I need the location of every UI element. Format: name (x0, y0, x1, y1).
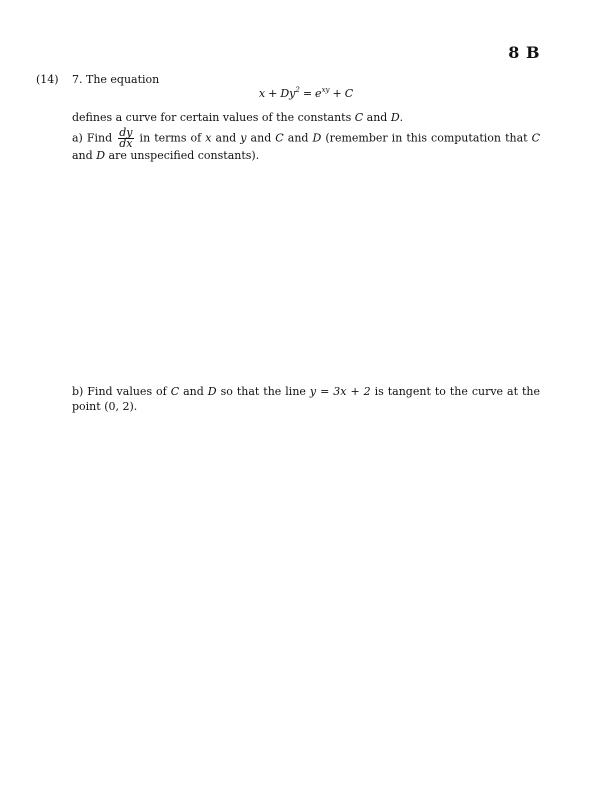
part-b-and-1: and (179, 385, 208, 398)
equation-x: x (258, 87, 266, 100)
part-b-text-1: b) Find values of (72, 385, 171, 398)
part-a-d2: D (96, 149, 106, 162)
fraction-denominator: dx (119, 137, 133, 150)
part-b-d: D (207, 385, 217, 398)
part-b-text-3: is tangent to the curve at the point (72, 385, 541, 413)
page-header: 8 B (508, 43, 540, 62)
equation-exp-xy: xy (321, 86, 330, 94)
equation-dy: Dy (280, 87, 296, 100)
part-a-c2: C (531, 131, 541, 145)
part-a-d: D (312, 131, 322, 145)
part-b-c: C (170, 385, 180, 398)
part-a-c: C (275, 131, 284, 145)
part-a-text-2: (remember in this computation that (321, 131, 532, 145)
part-a-text-3: are unspecified constants). (105, 149, 260, 162)
part-b (72, 384, 540, 414)
part-a-label: a) Find (72, 131, 117, 145)
fraction-numerator: dy (119, 126, 133, 139)
dy-dx-fraction (118, 128, 133, 149)
part-b-period: . (133, 400, 138, 413)
equation-plus: + (268, 87, 278, 100)
part-a-text-1: in terms of (135, 131, 206, 145)
problem-points: (14) (36, 73, 59, 86)
equation-c: C (344, 87, 354, 100)
part-b-line-equation: y = 3x + 2 (309, 385, 371, 398)
defines-c: C (354, 111, 364, 124)
part-a (72, 128, 540, 163)
part-a-y: y (240, 131, 247, 145)
part-a-and-4: and (72, 149, 97, 162)
equation-plus-2: + (332, 87, 342, 100)
defines-line (72, 111, 403, 124)
equation (0, 87, 612, 100)
defines-period: . (399, 111, 404, 124)
part-b-text-2: so that the line (216, 385, 310, 398)
part-a-and-3: and (283, 131, 313, 145)
defines-and: and (363, 111, 391, 124)
part-a-and-2: and (246, 131, 276, 145)
part-b-point: (0, 2) (104, 400, 134, 413)
part-a-x: x (205, 131, 212, 145)
defines-text: defines a curve for certain values of the constants (72, 111, 355, 124)
part-a-and-1: and (211, 131, 241, 145)
defines-d: D (390, 111, 400, 124)
equation-equals: = (302, 87, 313, 100)
equation-e: e (315, 87, 322, 100)
equation-exp-2: 2 (295, 86, 300, 94)
problem-intro: 7. The equation (72, 73, 160, 86)
